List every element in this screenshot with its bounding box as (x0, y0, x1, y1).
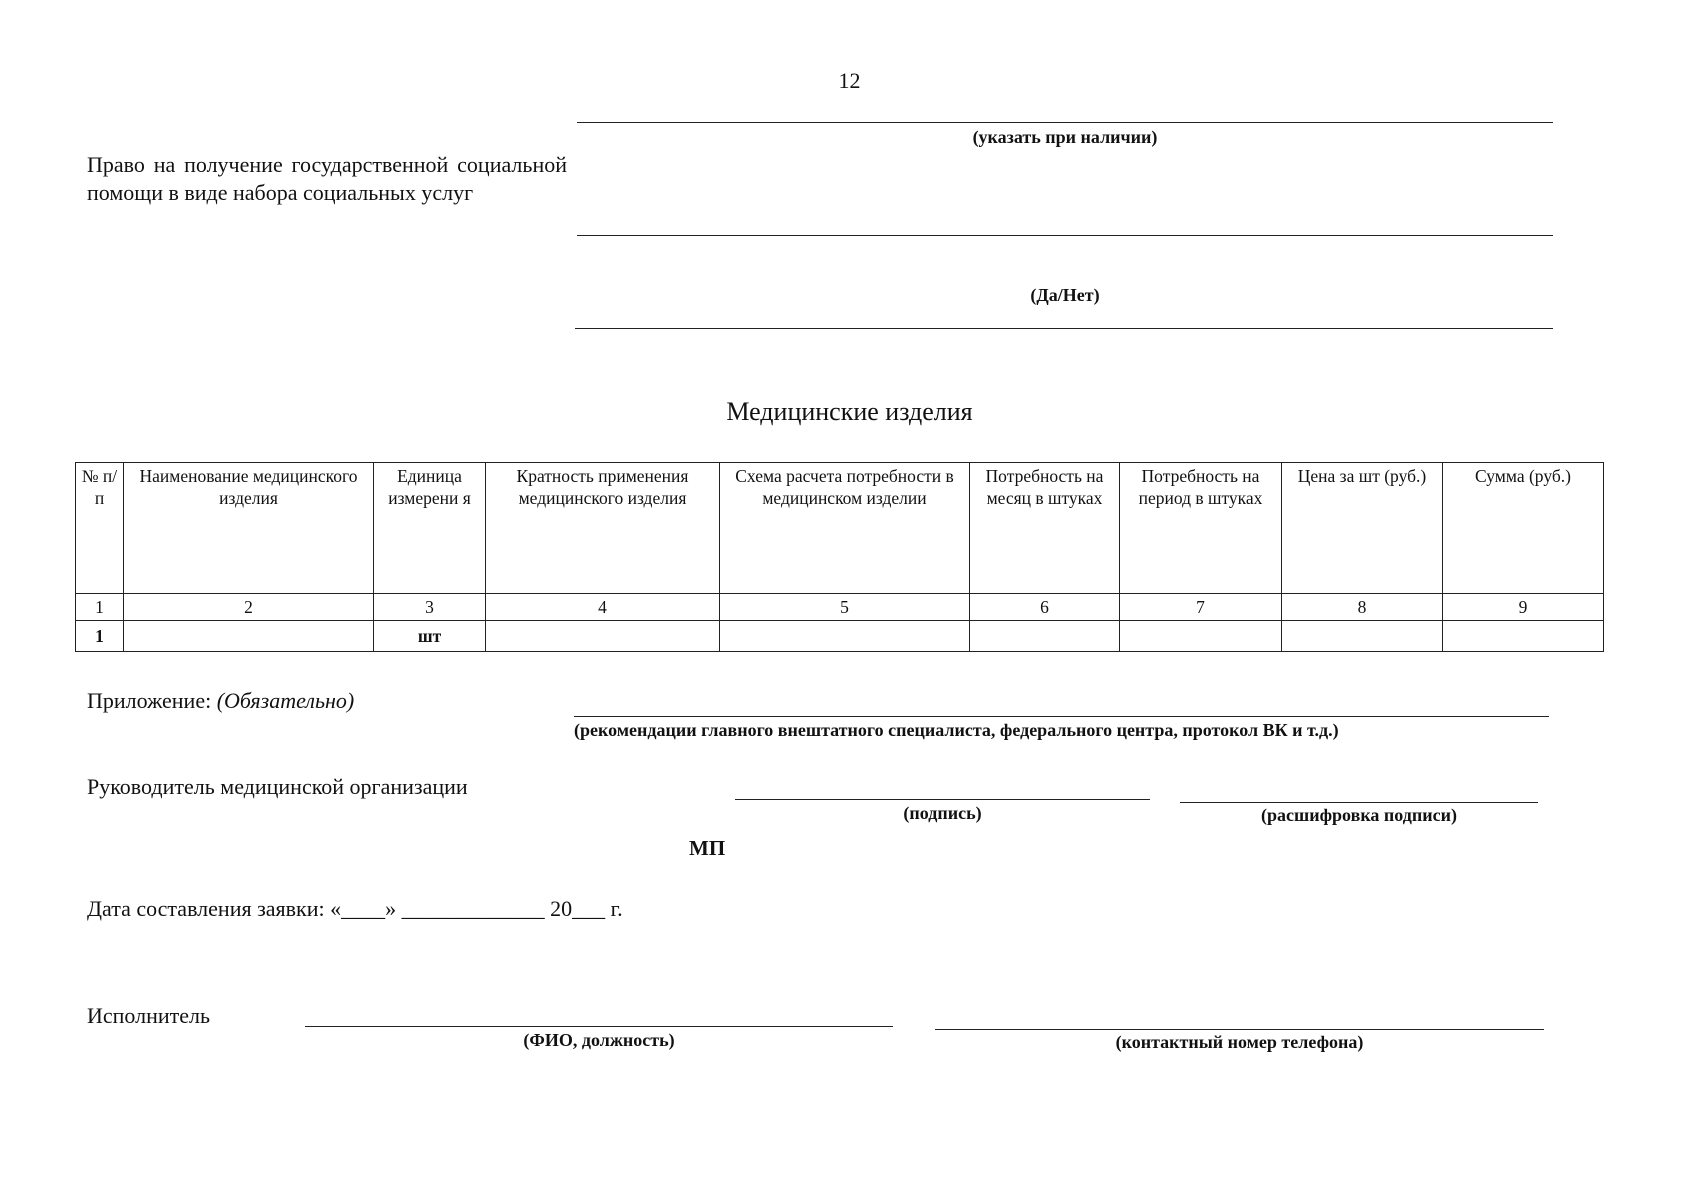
caption-yes-no: (Да/Нет) (1030, 285, 1100, 305)
header-number: № п/ п (76, 463, 124, 594)
field-line-signature[interactable] (735, 799, 1150, 800)
caption-executor-name: (ФИО, должность) (523, 1030, 675, 1050)
header-unit: Единица измерени я (374, 463, 486, 594)
date-label[interactable]: Дата составления заявки: «____» _____________ 20___ г. (87, 896, 623, 921)
cell-unit: шт (374, 621, 486, 652)
header-total: Сумма (руб.) (1443, 463, 1604, 594)
column-number: 9 (1443, 594, 1604, 621)
caption-decoding: (расшифровка подписи) (1261, 805, 1457, 825)
medical-devices-table (75, 462, 1604, 652)
caption-signature: (подпись) (903, 803, 982, 823)
cell-number: 1 (76, 621, 124, 652)
header-monthly-need: Потребность на месяц в штуках (970, 463, 1120, 594)
column-number: 3 (374, 594, 486, 621)
attachment-required-note: (Обязательно) (216, 688, 355, 713)
stamp-placeholder: МП (689, 836, 726, 860)
field-line-yes-no[interactable] (575, 328, 1553, 329)
header-unit-price: Цена за шт (руб.) (1282, 463, 1443, 594)
field-line-decoding[interactable] (1180, 802, 1538, 803)
cell-device-name[interactable] (124, 621, 374, 652)
cell-unit-price[interactable] (1282, 621, 1443, 652)
field-line-executor-name[interactable] (305, 1026, 893, 1027)
column-number-row (76, 594, 1604, 621)
cell-total[interactable] (1443, 621, 1604, 652)
field-line-executor-phone[interactable] (935, 1029, 1544, 1030)
attachment-label: Приложение: (87, 688, 212, 713)
executor-label: Исполнитель (87, 1003, 211, 1028)
column-number: 1 (76, 594, 124, 621)
field-line-attachment[interactable] (574, 716, 1549, 717)
header-calculation-scheme: Схема расчета потребности в медицинском изделии (720, 463, 970, 594)
field-line-optional[interactable] (577, 122, 1553, 123)
head-label: Руководитель медицинской организации (87, 774, 468, 799)
header-frequency: Кратность применения медицинского изделия (486, 463, 720, 594)
cell-calculation-scheme[interactable] (720, 621, 970, 652)
attachment-label-row (87, 688, 354, 714)
cell-frequency[interactable] (486, 621, 720, 652)
cell-monthly-need[interactable] (970, 621, 1120, 652)
caption-attachment: (рекомендации главного внештатного специалиста, федерального центра, протокол ВК и т.д.) (574, 720, 1339, 740)
column-number: 2 (124, 594, 374, 621)
section-title: Медицинские изделия (726, 397, 973, 426)
caption-optional: (указать при наличии) (972, 127, 1158, 147)
header-period-need: Потребность на период в штуках (1120, 463, 1282, 594)
column-number: 6 (970, 594, 1120, 621)
table-header-row (76, 463, 1604, 594)
table-row (76, 621, 1604, 652)
social-services-label: Право на получение государственной социальной помощи в виде набора социальных услуг (87, 152, 567, 205)
column-number: 7 (1120, 594, 1282, 621)
page-number: 12 (838, 68, 861, 93)
caption-executor-phone: (контактный номер телефона) (1115, 1032, 1364, 1052)
column-number: 8 (1282, 594, 1443, 621)
cell-period-need[interactable] (1120, 621, 1282, 652)
header-device-name: Наименование медицинского изделия (124, 463, 374, 594)
column-number: 5 (720, 594, 970, 621)
field-line-social-services[interactable] (577, 235, 1553, 236)
column-number: 4 (486, 594, 720, 621)
